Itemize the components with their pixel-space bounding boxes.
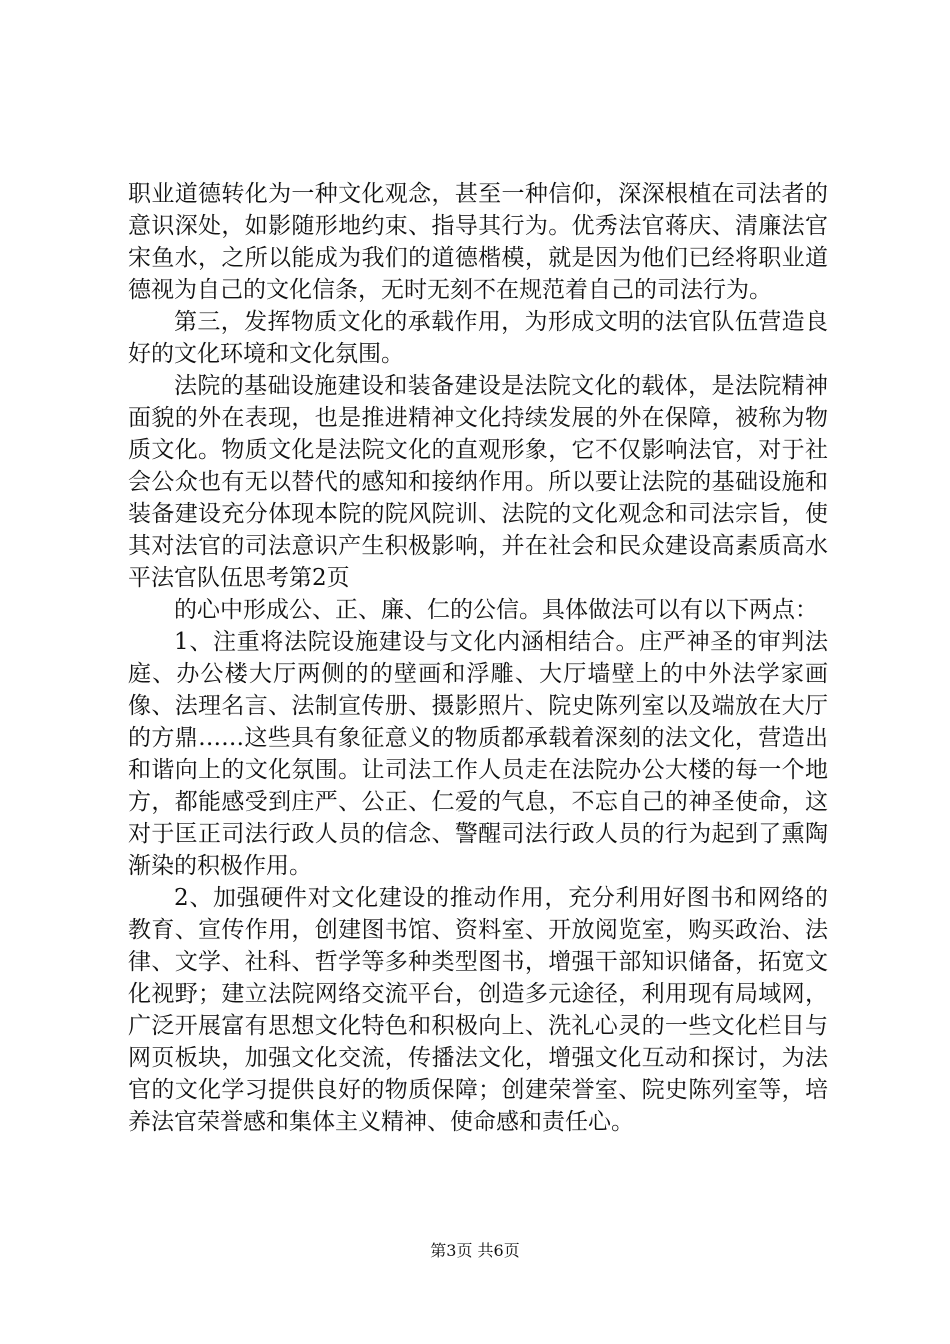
page-number-footer: 第3页 共6页 (430, 1241, 520, 1260)
paragraph-material-culture: 法院的基础设施建设和装备建设是法院文化的载体，是法院精神面貌的外在表现，也是推进精神文化持续发展的外在保障，被称为物质文化。物质文化是法院文化的直观形象，它不仅影响法官，对于社会公众也有无以替代的感知和接纳作用。所以要让法院的基础设施和装备建设充分体现本院的院风院训、法院的文化观念和司法宗旨，使其对法官的司法意识产生积极影响，并在社会和民众建设高素质高水平法官队伍思考第2页 (128, 373, 828, 591)
paragraph-continuation: 职业道德转化为一种文化观念，甚至一种信仰，深深根植在司法者的意识深处，如影随形地约束、指导其行为。优秀法官蒋庆、清廉法官宋鱼水，之所以能成为我们的道德楷模，就是因为他们已经将职业道德视为自己的文化信条，无时无刻不在规范着自己的司法行为。 (128, 181, 828, 303)
paragraph-section-three-heading: 第三，发挥物质文化的承载作用，为形成文明的法官队伍营造良好的文化环境和文化氛围。 (128, 309, 828, 367)
document-body (128, 178, 828, 1138)
paragraph-point-two: 2、加强硬件对文化建设的推动作用，充分利用好图书和网络的教育、宣传作用，创建图书馆、资料室、开放阅览室，购买政治、法律、文学、社科、哲学等多种类型图书，增强干部知识储备，拓宽文化视野；建立法院网络交流平台，创造多元途径，利用现有局域网，广泛开展富有思想文化特色和积极向上、洗礼心灵的一些文化栏目与网页板块，加强文化交流，传播法文化，增强文化互动和探讨，为法官的文化学习提供良好的物质保障；创建荣誉室、院史陈列室等，培养法官荣誉感和集体主义精神、使命感和责任心。 (128, 885, 828, 1135)
paragraph-point-one: 1、注重将法院设施建设与文化内涵相结合。庄严神圣的审判法庭、办公楼大厅两侧的的壁画和浮雕、大厅墙壁上的中外法学家画像、法理名言、法制宣传册、摄影照片、院史陈列室以及端放在大厅的方鼎……这些具有象征意义的物质都承载着深刻的法文化，营造出和谐向上的文化氛围。让司法工作人员走在法院办公大楼的每一个地方，都能感受到庄严、公正、仁爱的气息，不忘自己的神圣使命，这对于匡正司法行政人员的信念、警醒司法行政人员的行为起到了熏陶渐染的积极作用。 (128, 629, 828, 879)
paragraph-public-trust: 的心中形成公、正、廉、仁的公信。具体做法可以有以下两点： (174, 597, 818, 623)
